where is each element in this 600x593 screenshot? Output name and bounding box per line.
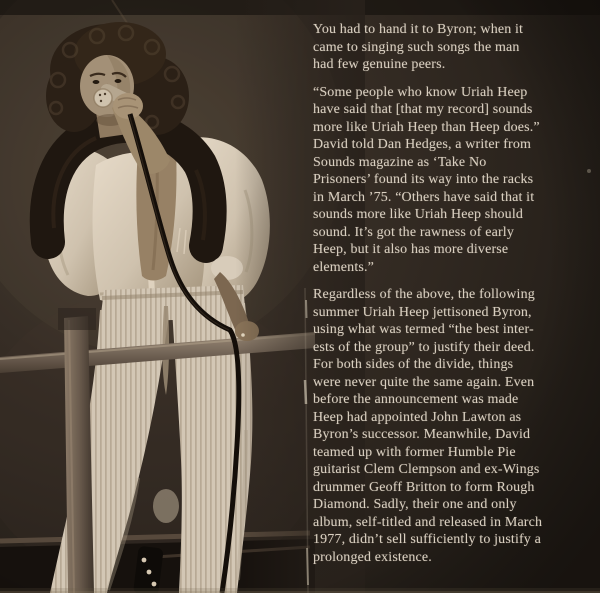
text-line: in March ’75. “Others have said that it bbox=[313, 189, 535, 205]
text-line: have said that [that my record] sounds bbox=[313, 102, 533, 117]
text-line: summer Uriah Heep jettisoned Byron, bbox=[313, 304, 532, 320]
text-line: guitarist Clem Clempson and ex-Wings bbox=[313, 462, 540, 477]
text-line: ests of the group” to justify their deed. bbox=[313, 339, 535, 355]
text-line: Heep had appointed John Lawton as bbox=[313, 409, 522, 425]
text-line: For both sides of the divide, things bbox=[313, 357, 514, 372]
paragraph-2 bbox=[313, 84, 567, 277]
text-line: Regardless of the above, the following bbox=[313, 287, 535, 302]
liner-notes bbox=[313, 21, 567, 576]
text-line: Prisoners’ found its way into the racks bbox=[313, 172, 534, 187]
text-line: more like Uriah Heep than Heep does.” bbox=[313, 119, 540, 135]
text-line: Heep, but it also has more diverse bbox=[313, 242, 509, 257]
text-line: Diamond. Sadly, their one and only bbox=[313, 497, 517, 512]
dust-speck bbox=[587, 169, 591, 173]
paragraph-3 bbox=[313, 286, 567, 566]
text-line: Sounds magazine as ‘Take No bbox=[313, 154, 487, 170]
text-line: teamed up with former Humble Pie bbox=[313, 444, 516, 460]
text-line: sound. It’s got the rawness of early bbox=[313, 224, 514, 240]
paragraph-1 bbox=[313, 21, 567, 74]
text-line: elements.” bbox=[313, 259, 374, 275]
text-line: sounds more like Uriah Heep should bbox=[313, 207, 524, 222]
text-line: prolonged existence. bbox=[313, 549, 432, 565]
text-line: “Some people who know Uriah Heep bbox=[313, 84, 528, 100]
text-line: using what was termed “the best inter- bbox=[313, 322, 534, 337]
text-line: album, self-titled and released in March bbox=[313, 514, 543, 530]
text-line: were never quite the same again. Even bbox=[313, 374, 535, 390]
text-line: David told Dan Hedges, a writer from bbox=[313, 137, 532, 152]
text-line: 1977, didn’t sell sufficiently to justify a bbox=[313, 532, 541, 547]
text-line: had few genuine peers. bbox=[313, 57, 446, 72]
text-line: drummer Geoff Britton to form Rough bbox=[313, 479, 535, 495]
text-line: Byron’s successor. Meanwhile, David bbox=[313, 427, 531, 442]
text-line: You had to hand it to Byron; when it bbox=[313, 22, 524, 37]
text-line: before the announcement was made bbox=[313, 392, 519, 407]
text-line: came to singing such songs the man bbox=[313, 39, 520, 55]
